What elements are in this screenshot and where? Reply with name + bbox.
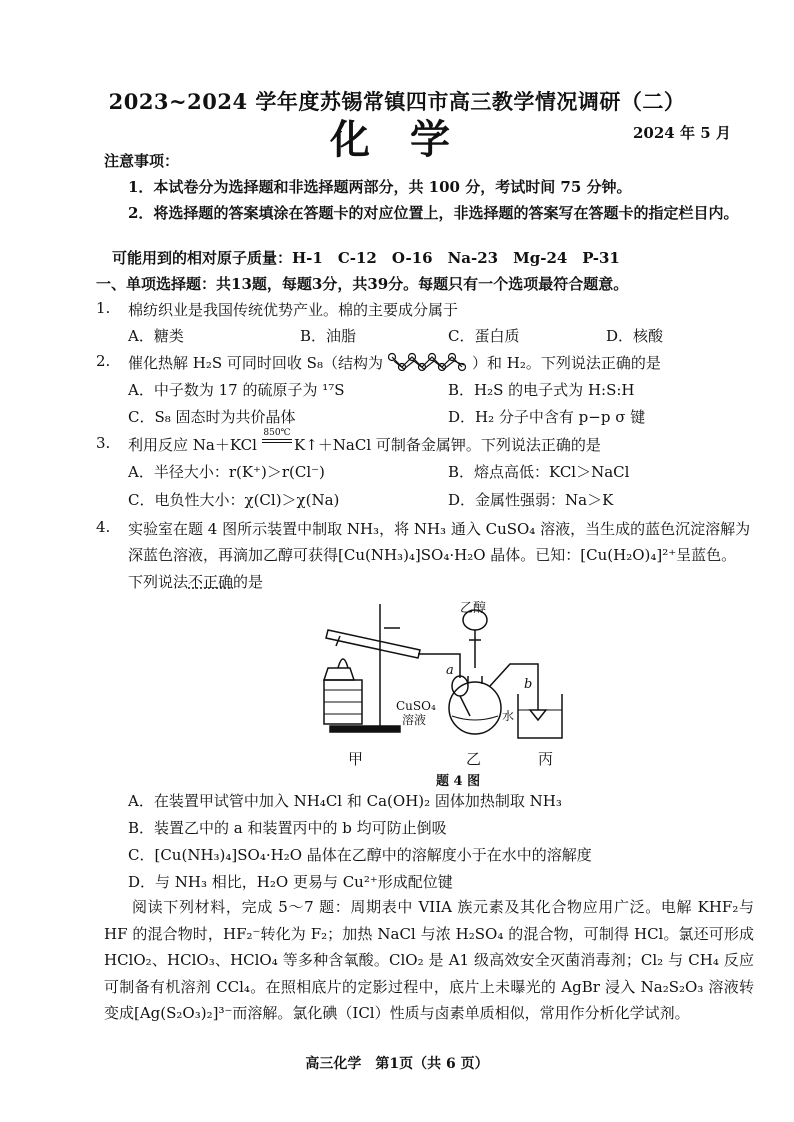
q3-option-b: B．熔点高低：KCl＞NaCl (448, 463, 630, 481)
reading-passage: 阅读下列材料，完成 5～7 题：周期表中 VIIA 族元素及其化合物应用广泛。电解 KHF₂与 HF 的混合物时，HF₂⁻转化为 F₂；加热 NaCl 与浓 H₂SO₄ 的混合物，可制得 HCl。氯还可形成 HClO₂、HClO₃、HClO₄ 等多种含氧酸。ClO₂ 是 A1 级高效安全灭菌消毒剂；Cl₂ 与 CH₄ 反应可制备有机溶剂 CCl₄。在照相底片的定影过程中，底片上未曝光的 AgBr 浸入 Na₂S₂O₃ 溶液转变成[Ag(S₂O₃)₂]³⁻而溶解。氯化碘（ICl）性质与卤素单质相似，常用作分析化学试剂。 (104, 898, 754, 1022)
apparatus-figure (310, 598, 580, 748)
q2-stem-post: ）和 H₂。下列说法正确的是 (472, 354, 661, 372)
q1-option-a: A．糖类 (128, 327, 184, 345)
emphasis-not-correct: 不正确 (188, 573, 234, 591)
label-cuso4: CuSO₄ (396, 699, 436, 713)
q2-option-a: A．中子数为 17 的硫原子为 ¹⁷S (128, 381, 345, 399)
alcohol-lamp-top (324, 668, 354, 680)
subject-title: 化学 (330, 116, 490, 163)
q4-stem-line3-post: 的是 (233, 573, 264, 591)
label-yi: 乙 (466, 750, 482, 768)
q4-number: 4. (96, 518, 111, 536)
q2-number: 2. (96, 352, 111, 370)
label-a: a (446, 663, 454, 678)
q4-option-a: A．在装置甲试管中加入 NH₄Cl 和 Ca(OH)₂ 固体加热制取 NH₃ (128, 792, 562, 810)
flame (338, 659, 348, 668)
note-item: 1．本试卷分为选择题和非选择题两部分，共 100 分，考试时间 75 分钟。 (128, 178, 632, 196)
equals-arrow (262, 439, 292, 443)
q1-option-d: D．核酸 (606, 327, 664, 345)
q3-option-c: C．电负性大小：χ(Cl)＞χ(Na) (128, 491, 340, 509)
stand-base (330, 726, 400, 732)
q4-stem-line2: 深蓝色溶液，再滴加乙醇可获得[Cu(NH₃)₄]SO₄·H₂O 晶体。已知：[Cu(H₂O)₄]²⁺呈蓝色。 (128, 546, 737, 564)
inverted-funnel-b (530, 710, 546, 720)
page-footer: 高三化学 第1页（共 6 页） (305, 1056, 489, 1072)
figure-caption: 题 4 图 (436, 774, 481, 789)
q4-stem-line3-pre: 下列说法 (128, 573, 189, 591)
label-water: 水 (502, 709, 515, 723)
q2-stem-pre: 催化热解 H₂S 可同时回收 S₈（结构为 (128, 354, 383, 372)
label-jia: 甲 (348, 750, 364, 768)
q4-option-c: C．[Cu(NH₃)₄]SO₄·H₂O 晶体在乙醇中的溶解度小于在水中的溶解度 (128, 846, 592, 864)
q1-option-c: C．蛋白质 (448, 327, 520, 345)
label-ethanol: 乙醇 (460, 601, 487, 616)
label-bing: 丙 (538, 750, 554, 768)
exam-title: 2023~2024 学年度苏锡常镇四市高三教学情况调研（二） (108, 89, 686, 114)
s8-ring-structure-icon (388, 349, 470, 375)
q3-stem-post: K↑＋NaCl 可制备金属钾。下列说法正确的是 (294, 436, 601, 454)
q3-number: 3. (96, 434, 111, 452)
q4-option-b: B．装置乙中的 a 和装置丙中的 b 均可防止倒吸 (128, 819, 447, 837)
h2s-electron-formula: H:S:H (587, 381, 635, 399)
q1-option-b: B．油脂 (300, 327, 357, 345)
q4-stem-line1: 实验室在题 4 图所示装置中制取 NH₃，将 NH₃ 通入 CuSO₄ 溶液，当生成的蓝色沉淀溶解为 (128, 520, 751, 538)
atomic-masses: 可能用到的相对原子质量：H-1 C-12 O-16 Na-23 Mg-24 P-31 (112, 249, 620, 267)
q2-option-b-text: B．H₂S 的电子式为 (448, 381, 588, 399)
beaker (518, 694, 562, 738)
condition-temperature: 850℃ (263, 428, 291, 438)
q1-number: 1. (96, 299, 111, 317)
reaction-condition (262, 428, 292, 443)
round-bottom-flask (449, 682, 501, 734)
q3-option-a: A．半径大小：r(K⁺)＞r(Cl⁻) (128, 463, 325, 481)
q1-stem: 棉纺织业是我国传统优势产业。棉的主要成分属于 (128, 301, 459, 319)
test-tube (326, 630, 420, 658)
q2-option-d: D．H₂ 分子中含有 p−p σ 键 (448, 408, 646, 426)
note-item: 2．将选择题的答案填涂在答题卡的对应位置上，非选择题的答案写在答题卡的指定栏目内。 (128, 204, 739, 222)
q2-option-b (448, 379, 634, 400)
q2-option-c: C．S₈ 固态时为共价晶体 (128, 408, 296, 426)
label-b: b (524, 677, 533, 692)
label-solution: 溶液 (402, 713, 427, 727)
q3-stem-pre: 利用反应 Na＋KCl (128, 436, 257, 454)
q3-option-d: D．金属性强弱：Na＞K (448, 491, 614, 509)
q4-option-d: D．与 NH₃ 相比，H₂O 更易与 Cu²⁺形成配位键 (128, 873, 453, 891)
notes-heading: 注意事项： (104, 152, 180, 170)
exam-date: 2024 年 5 月 (633, 124, 731, 142)
section-one-heading: 一、单项选择题：共13题，每题3分，共39分。每题只有一个选项最符合题意。 (96, 275, 629, 293)
q4-stem-line3 (128, 571, 263, 592)
